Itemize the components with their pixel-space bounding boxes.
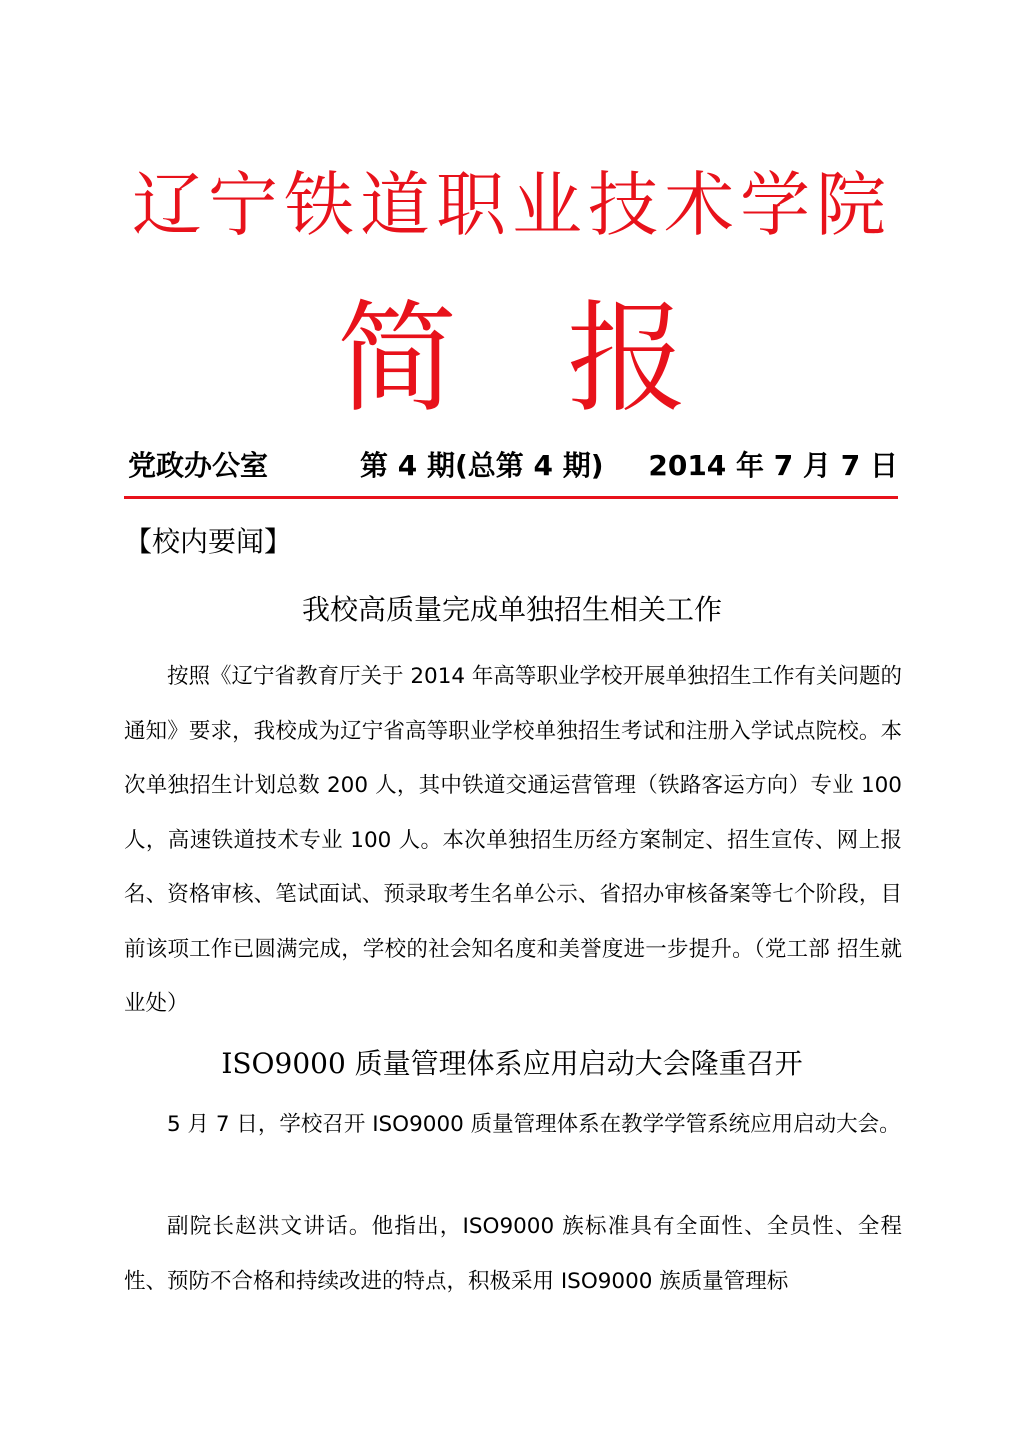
issue-date: 2014 年 7 月 7 日 (648, 449, 898, 482)
article-paragraph: 5 月 7 日，学校召开 ISO9000 质量管理体系在教学学管系统应用启动大会。 (167, 1112, 901, 1137)
article-paragraph: 副院长赵洪文讲话。他指出，ISO9000 族标准具有全面性、全员性、全程性、预防不合格和持续改进的特点，积极采用 ISO9000 族质量管理标 (124, 1214, 902, 1294)
masthead-divider (124, 496, 898, 499)
issuing-office: 党政办公室 (128, 449, 269, 482)
issue-info-row (128, 446, 898, 486)
masthead-subtitle-char-jian: 简 (337, 290, 457, 429)
article-title: ISO9000 质量管理体系应用启动大会隆重召开 (221, 1047, 803, 1080)
article-title: 我校高质量完成单独招生相关工作 (301, 593, 722, 626)
masthead-subtitle (0, 290, 1024, 430)
section-tag: 【校内要闻】 (124, 525, 293, 558)
masthead-subtitle-char-bao: 报 (567, 290, 687, 429)
masthead-title: 辽宁铁道职业技术学院 (132, 164, 892, 246)
issue-number: 第 4 期(总第 4 期) (360, 449, 604, 482)
article-paragraph: 按照《辽宁省教育厅关于 2014 年高等职业学校开展单独招生工作有关问题的通知》要求，我校成为辽宁省高等职业学校单独招生考试和注册入学试点院校。本次单独招生计划总数 200 人，其中铁道交通运营管理（铁路客运方向）专业 100 人，高速铁道技术专业 100 人。本次单独招生历经方案制定、招生宣传、网上报名、资格审核、笔试面试、预录取考生名单公示、省招办审核备案等七个阶段，目前该项工作已圆满完成，学校的社会知名度和美誉度进一步提升。（党工部 招生就业处） (124, 664, 902, 1016)
